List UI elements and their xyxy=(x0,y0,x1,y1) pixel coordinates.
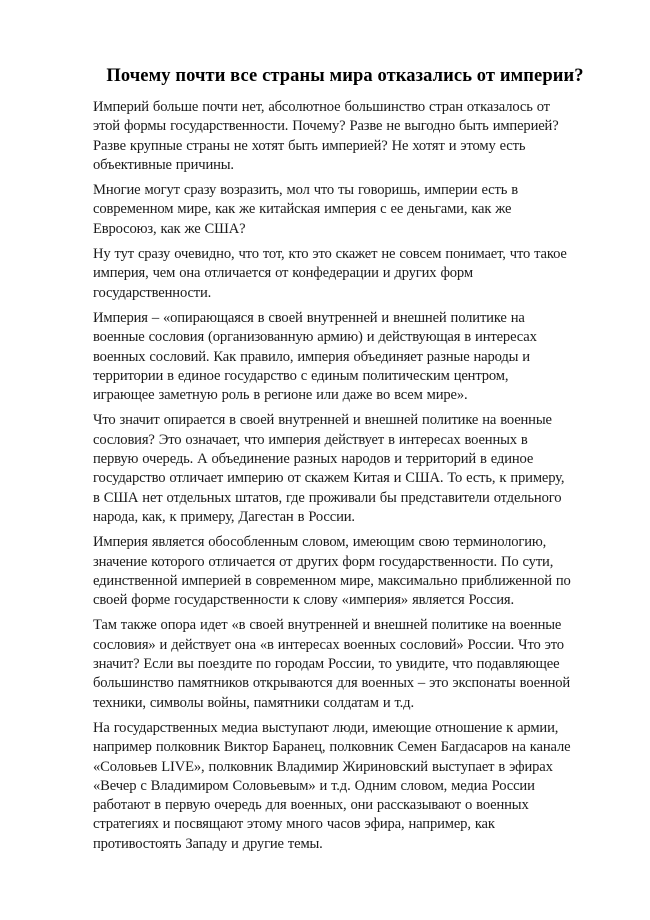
text-line: своей форме государственности к слову «империя» является Россия. xyxy=(93,592,514,609)
text-line: Империй больше почти нет, абсолютное большинство стран отказалось от xyxy=(93,99,550,115)
text-line: техники, символы войны, памятники солдатам и т.д. xyxy=(93,694,414,711)
paragraph xyxy=(93,616,603,712)
paragraph xyxy=(93,411,603,527)
text-line: например полковник Виктор Баранец, полковник Семен Багдасаров на канале xyxy=(93,739,571,756)
text-line: «Вечер с Владимиром Соловьевым» и т.д. Одним словом, медиа России xyxy=(93,777,535,794)
text-line: современном мире, как же китайская империя с ее деньгами, как же xyxy=(93,201,512,218)
paragraph xyxy=(93,309,603,405)
text-line: государство отличает империю от скажем Китая и США. То есть, к примеру, xyxy=(93,470,565,487)
paragraph xyxy=(93,181,603,239)
text-line: государственности. xyxy=(93,284,212,301)
document-title: Почему почти все страны мира отказались от империи? xyxy=(106,66,584,86)
text-line: народа, как, к примеру, Дагестан в России. xyxy=(93,508,355,525)
text-line: значение которого отличается от других форм государственности. По сути, xyxy=(93,553,554,570)
text-line: работают в первую очередь для военных, они рассказывают о военных xyxy=(93,797,529,814)
text-line: сословия? Это означает, что империя действует в интересах военных в xyxy=(93,431,528,448)
text-line: сословия» и действует она «в интересах военных сословий» России. Что это xyxy=(93,636,564,653)
text-line: играющее заметную роль в регионе или даже во всем мире». xyxy=(93,387,468,404)
text-line: первую очередь. А объединение разных народов и территорий в единое xyxy=(93,451,534,468)
text-line: большинство памятников открываются для военных – это экспонаты военной xyxy=(93,675,571,692)
text-line: противостоять Западу и другие темы. xyxy=(93,835,323,852)
text-line: в США нет отдельных штатов, где проживали бы представители отдельного xyxy=(93,489,562,506)
text-line: Империя является обособленным словом, имеющим свою терминологию, xyxy=(93,534,547,551)
paragraph xyxy=(93,245,603,303)
text-line: единственной империей в современном мире, максимально приближенной по xyxy=(93,572,571,589)
text-line: империя, чем она отличается от конфедерации и других форм xyxy=(93,265,473,282)
text-line: этой формы государственности. Почему? Разве не выгодно быть империей? xyxy=(93,118,559,135)
text-line: объективные причины. xyxy=(93,156,234,173)
text-line: территории в единое государство с единым политическим центром, xyxy=(93,367,509,384)
text-line: На государственных медиа выступают люди, имеющие отношение к армии, xyxy=(93,719,559,736)
text-line: Разве крупные страны не хотят быть империей? Не хотят и этому есть xyxy=(93,137,526,154)
paragraph xyxy=(93,98,603,175)
document-body xyxy=(93,98,603,854)
text-line: стратегиях и посвящают этому много часов эфира, например, как xyxy=(93,816,495,833)
text-line: «Соловьев LIVE», полковник Владимир Жириновский выступает в эфирах xyxy=(93,758,553,775)
text-line: Многие могут сразу возразить, мол что ты говоришь, империи есть в xyxy=(93,182,518,199)
paragraph xyxy=(93,533,603,610)
text-line: Ну тут сразу очевидно, что тот, кто это скажет не совсем понимает, что такое xyxy=(93,246,567,263)
text-line: Евросоюз, как же США? xyxy=(93,220,246,237)
text-line: Что значит опирается в своей внутренней и внешней политике на военные xyxy=(93,412,552,429)
text-line: военных сословий. Как правило, империя объединяет разные народы и xyxy=(93,348,530,365)
text-line: военные сословия (организованную армию) и действующая в интересах xyxy=(93,329,537,346)
paragraph xyxy=(93,719,603,854)
text-line: Там также опора идет «в своей внутренней и внешней политике на военные xyxy=(93,617,562,634)
text-line: значит? Если вы поездите по городам России, то увидите, что подавляющее xyxy=(93,656,560,673)
document-page xyxy=(93,64,603,860)
text-line: Империя – «опирающаяся в своей внутренней и внешней политике на xyxy=(93,309,525,326)
